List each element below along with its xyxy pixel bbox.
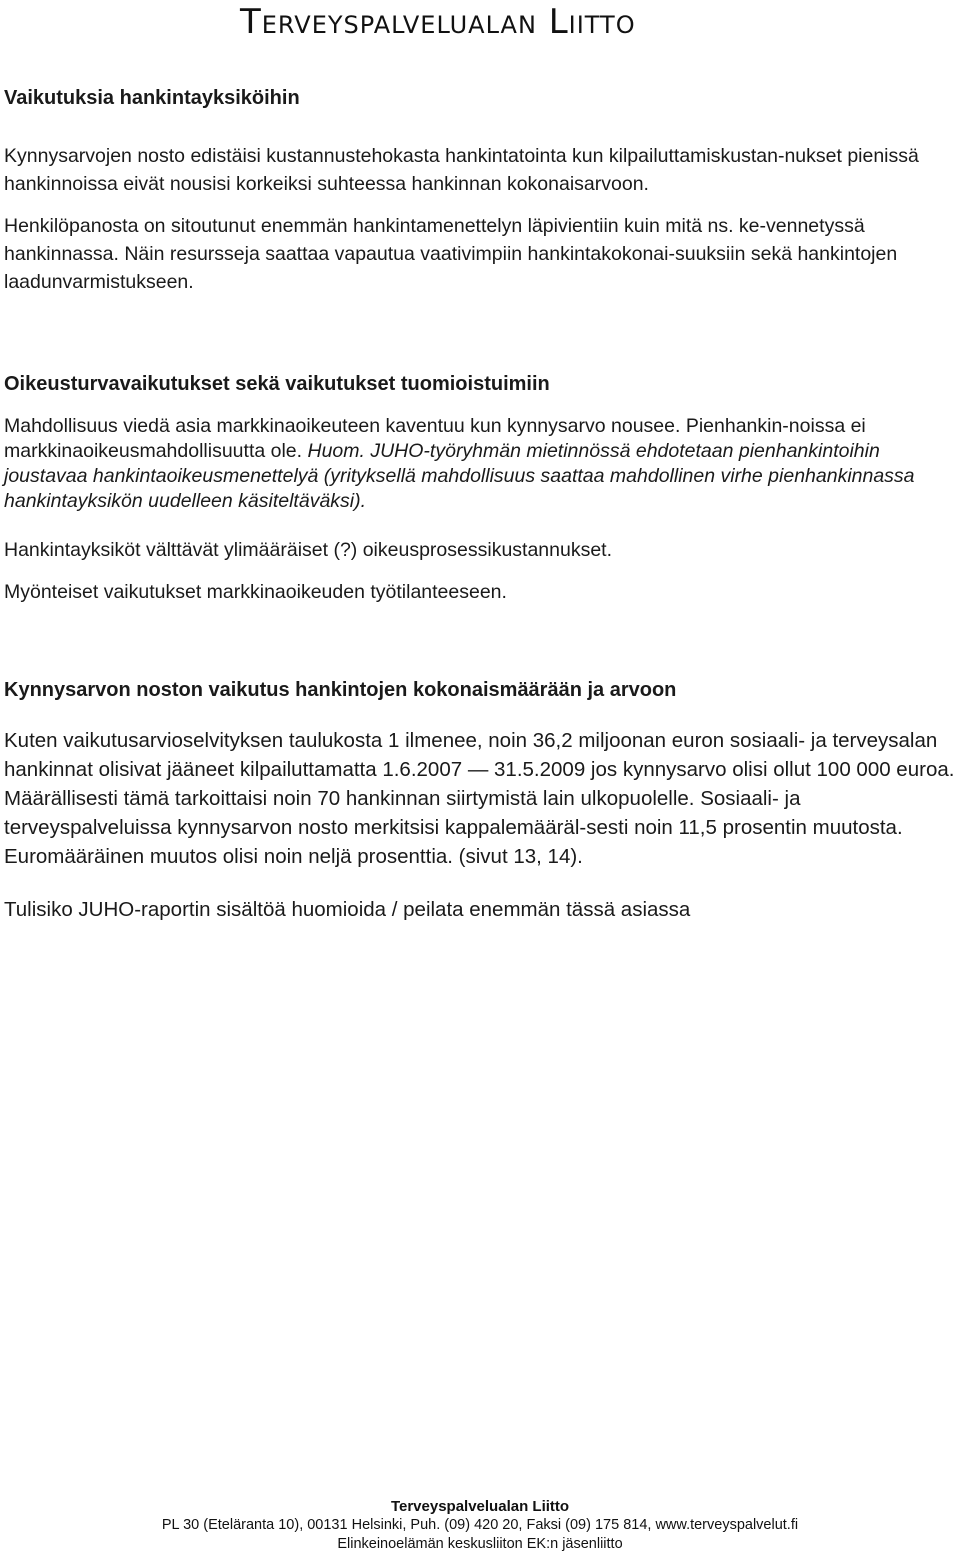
section-heading: Oikeusturvavaikutukset sekä vaikutukset tuomioistuimiin [4,373,550,395]
page-footer [0,1497,960,1554]
paragraph [4,414,958,514]
footer-membership: Elinkeinoelämän keskusliiton EK:n jäsenliitto [337,1536,623,1552]
document-body [4,84,958,924]
paragraph-text: Mahdollisuus viedä asia markkinaoikeuteen kaventuu kun kynnysarvo nousee. Pienhankin-noissa ei markkinaoikeusmahdollisuutta ole. [4,415,866,462]
italic-note: Huom. JUHO-työryhmän mietinnössä ehdotetaan pienhankintoihin joustavaa hankintaoikeusmenettelyä (yrityksellä mahdollisuus saattaa mahdollinen virhe pienhankinnassa hankintayksikön uudelleen käsiteltäväksi). [4,440,915,512]
paragraph: Kuten vaikutusarvioselvityksen taulukosta 1 ilmenee, noin 36,2 miljoonan euron sosiaali- ja terveysalan hankinnat olisivat jääneet kilpailuttamatta 1.6.2007 — 31.5.2009 jos kynnysarvo olisi ollut 100 000 euroa. Määrällisesti tämä tarkoittaisi noin 70 hankinnan siirtymistä lain ulkopuolelle. Sosiaali- ja terveyspalveluissa kynnysarvon nosto merkitsisi kappalemääräl-sesti noin 11,5 prosentin muutosta. Euromääräinen muutos olisi noin neljä prosenttia. (sivut 13, 14). [4,729,955,868]
paragraph: Henkilöpanosta on sitoutunut enemmän hankintamenettelyn läpivientiin kuin mitä ns. ke-vennetyssä hankinnassa. Näin resursseja saattaa vapautua vaativimpiin hankintakokonai-suuksiin sekä hankintojen laadunvarmistukseen. [4,215,898,293]
footer-address: PL 30 (Eteläranta 10), 00131 Helsinki, Puh. (09) 420 20, Faksi (09) 175 814, www.terveyspalvelut.fi [161,1517,799,1533]
section-heading: Kynnysarvon noston vaikutus hankintojen kokonaismäärään ja arvoon [4,679,677,701]
paragraph: Tulisiko JUHO-raportin sisältöä huomioida / peilata enemmän tässä asiassa [4,898,691,921]
footer-organization: Terveyspalvelualan Liitto [390,1498,570,1515]
section-procurement-units [4,84,958,296]
paragraph: Hankintayksiköt välttävät ylimääräiset (?) oikeusprosessikustannukset. [4,539,613,561]
section-threshold-effect [4,676,958,924]
paragraph: Kynnysarvojen nosto edistäisi kustannustehokasta hankintatointa kun kilpailuttamiskustan-nukset pienissä hankinnoissa eivät nousisi korkeiksi suhteessa hankinnan kokonaisarvoon. [4,145,919,195]
section-heading: Vaikutuksia hankintayksiköihin [4,87,300,109]
section-legal-protection [4,370,958,606]
paragraph: Myönteiset vaikutukset markkinaoikeuden työtilanteeseen. [4,581,507,603]
organization-logo: Terveyspalvelualan Liitto [240,2,636,42]
